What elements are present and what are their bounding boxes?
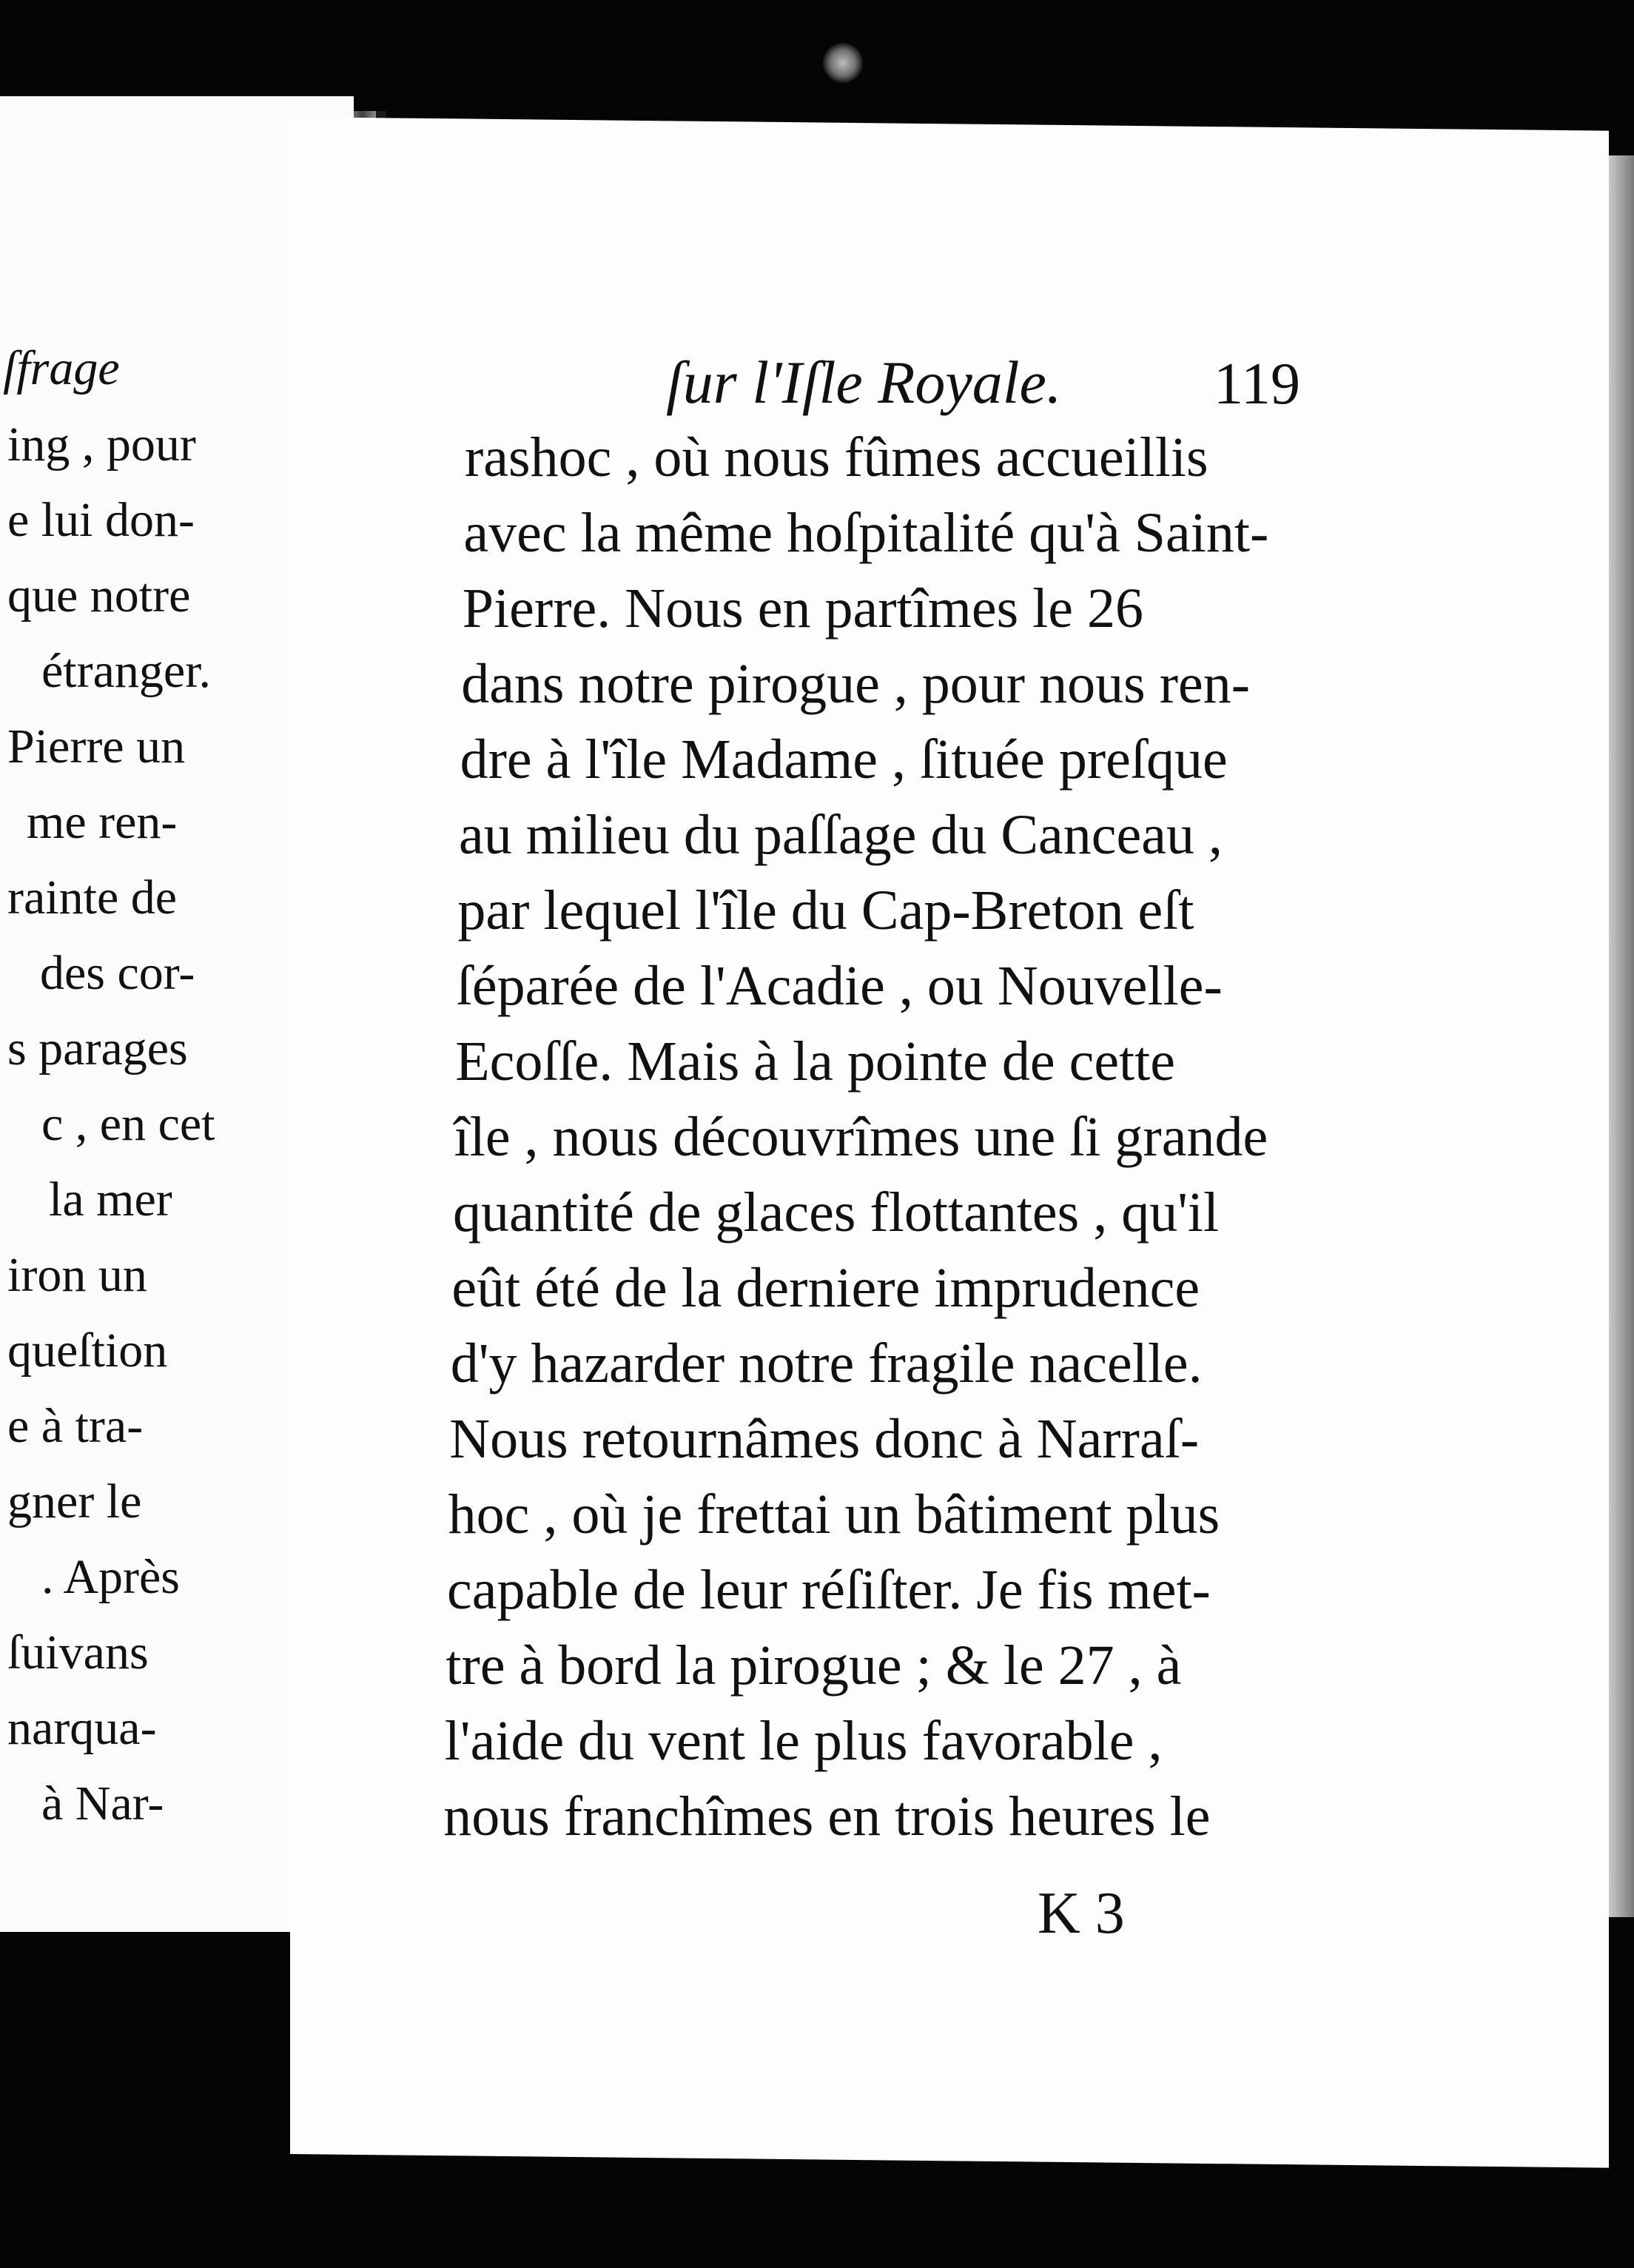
left-text-line: queſtion (7, 1323, 168, 1378)
body-text-line: par lequel l'île du Cap-Breton eſt (457, 879, 1194, 942)
left-text-line: à Nar- (41, 1777, 164, 1831)
body-text-line: quantité de glaces flottantes , qu'il (453, 1181, 1220, 1244)
body-text-line: dre à l'île Madame , ſituée preſque (460, 728, 1228, 791)
body-text-line: d'y hazarder notre fragile nacelle. (450, 1332, 1203, 1395)
body-text-line: Nous retournâmes donc à Narraſ- (449, 1408, 1200, 1470)
page-edge (1609, 155, 1634, 1917)
left-text-line: ſuivans (7, 1625, 149, 1680)
left-text-line: Pierre un (7, 719, 186, 774)
page-number: 119 (1214, 352, 1301, 417)
body-text-line: tre à bord la pirogue ; & le 27 , à (446, 1634, 1182, 1697)
running-head: ſur l'Iſle Royale. (666, 349, 1062, 416)
body-text-line: avec la même hoſpitalité qu'à Saint- (463, 502, 1269, 564)
left-text-line: iron un (7, 1248, 147, 1302)
left-text-line: e lui don- (7, 493, 195, 547)
body-text-line: capable de leur réſiſter. Je fis met- (447, 1559, 1211, 1621)
body-text-line: eût été de la derniere imprudence (451, 1257, 1200, 1319)
body-text-line: nous franchîmes en trois heures le (443, 1785, 1211, 1848)
left-text-line: que notre (7, 568, 191, 623)
body-text-line: rashoc , où nous fûmes accueillis (465, 426, 1208, 489)
body-text-line: île , nous découvrîmes une ſi grande (454, 1106, 1268, 1168)
left-text-line: narqua- (7, 1701, 157, 1755)
left-text-line: c , en cet (41, 1097, 215, 1151)
left-text-line: rainte de (7, 870, 178, 925)
body-text-line: ſéparée de l'Acadie , ou Nouvelle- (456, 955, 1223, 1017)
body-text-line: hoc , où je frettai un bâtiment plus (448, 1483, 1220, 1546)
page-header (666, 348, 1347, 429)
body-text-line: Pierre. Nous en partîmes le 26 (462, 577, 1143, 640)
body-text-line: Ecoſſe. Mais à la pointe de cette (455, 1030, 1176, 1093)
left-text-line: des cor- (40, 946, 195, 1000)
body-text-line: l'aide du vent le plus favorable , (444, 1710, 1163, 1772)
body-text-line: au milieu du paſſage du Canceau , (459, 804, 1223, 866)
left-text-line: me ren- (27, 795, 178, 849)
left-text-line: . Après (41, 1550, 180, 1604)
left-text-line: ing , pour (7, 417, 196, 472)
left-running-head: ſfrage (3, 341, 120, 395)
body-text-line: dans notre pirogue , pour nous ren- (461, 653, 1251, 715)
scan-speck (823, 43, 863, 83)
left-text-line: la mer (49, 1172, 172, 1227)
left-text-line: s parages (7, 1021, 188, 1076)
left-text-line: gner le (7, 1474, 142, 1529)
signature-mark: K 3 (1038, 1881, 1125, 1946)
left-text-line: étranger. (41, 644, 212, 698)
left-text-line: e à tra- (7, 1399, 144, 1453)
